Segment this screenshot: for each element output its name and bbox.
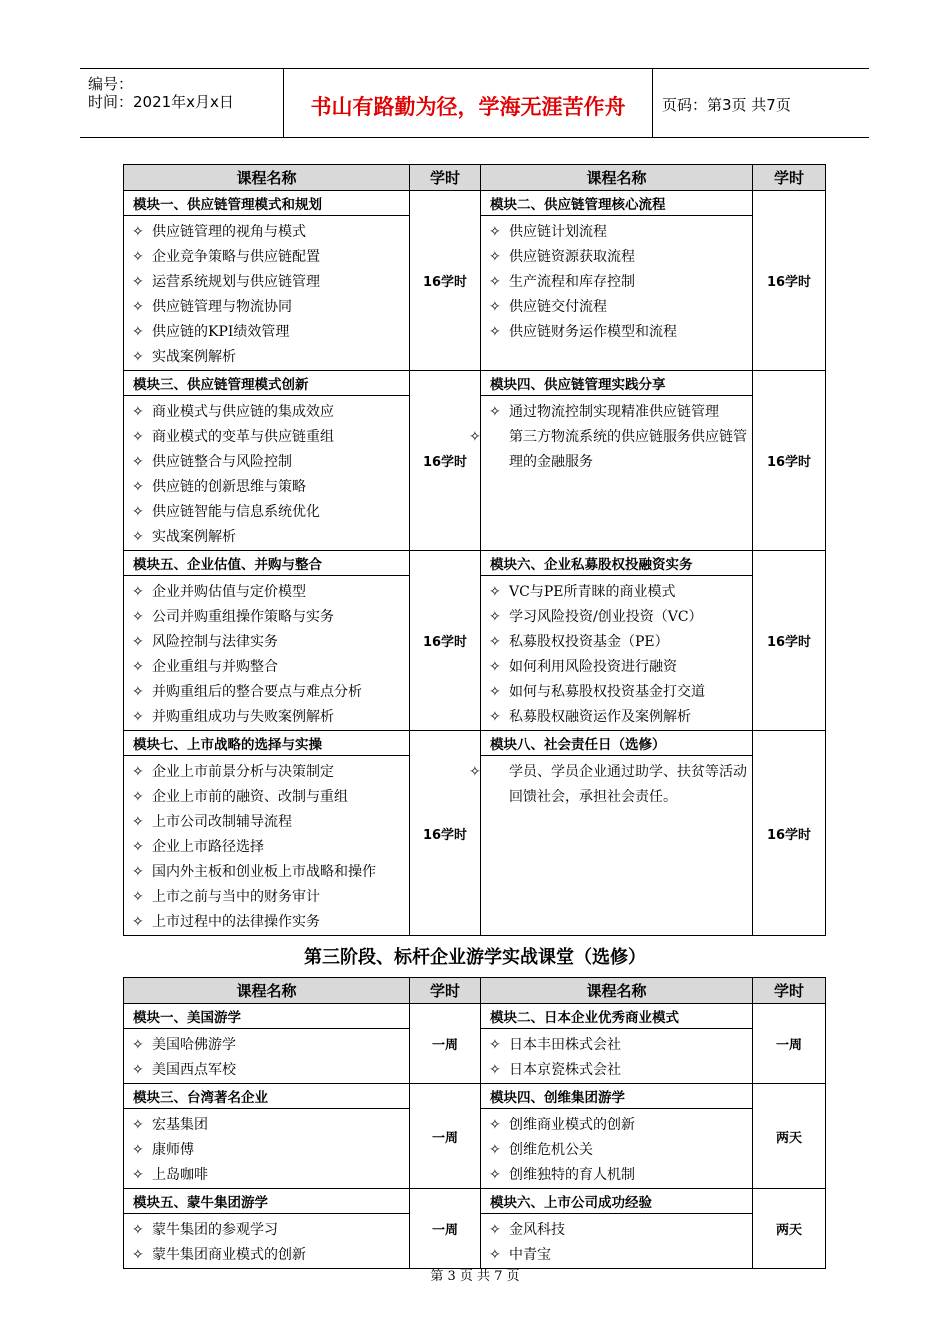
list-item-text: 上岛咖啡: [152, 1167, 208, 1183]
list-item-text: VC与PE所青睐的商业模式: [509, 584, 676, 600]
list-item: [132, 885, 405, 910]
list-item-text: 中青宝: [509, 1247, 551, 1263]
list-item: [132, 1033, 405, 1058]
list-item-text: 商业模式的变革与供应链重组: [152, 429, 334, 445]
diamond-bullet-icon: ✧: [132, 634, 144, 650]
diamond-bullet-icon: ✧: [489, 1222, 501, 1238]
diamond-bullet-icon: ✧: [132, 1037, 144, 1053]
col-hours: 学时: [753, 165, 826, 191]
diamond-bullet-icon: ✧: [132, 224, 144, 240]
diamond-bullet-icon: ✧: [132, 914, 144, 930]
list-item: [132, 400, 405, 425]
list-item: [132, 320, 405, 345]
list-item-text: 蒙牛集团商业模式的创新: [152, 1247, 306, 1263]
header-motto: 书山有路勤为径，学海无涯苦作舟: [284, 69, 653, 137]
list-item-text: 如何与私募股权投资基金打交道: [509, 684, 705, 700]
list-item-text: 生产流程和库存控制: [509, 274, 635, 290]
list-item-text: 上市过程中的法律操作实务: [152, 914, 320, 930]
list-item-text: 风险控制与法律实务: [152, 634, 278, 650]
list-item-text: 供应链的KPI绩效管理: [152, 324, 290, 340]
diamond-bullet-icon: ✧: [132, 1167, 144, 1183]
list-item: [489, 1138, 748, 1163]
list-item-text: 宏基集团: [152, 1117, 208, 1133]
diamond-bullet-icon: ✧: [489, 634, 501, 650]
list-item-text: 国内外主板和创业板上市战略和操作: [152, 864, 376, 880]
module-items: [481, 216, 753, 371]
table-header-row: [124, 978, 826, 1004]
course-table-stage2: [123, 164, 826, 936]
diamond-bullet-icon: ✧: [132, 404, 144, 420]
module-items: [124, 576, 410, 731]
list-item: [132, 860, 405, 885]
list-item: [132, 1218, 405, 1243]
diamond-bullet-icon: ✧: [132, 529, 144, 545]
list-item: [489, 320, 748, 345]
list-item: [132, 245, 405, 270]
diamond-bullet-icon: ✧: [489, 274, 501, 290]
module-hours: 16学时: [753, 731, 826, 936]
module-items: [481, 576, 753, 731]
diamond-bullet-icon: ✧: [132, 659, 144, 675]
module-hours: 16学时: [753, 191, 826, 371]
module-hours: 16学时: [410, 371, 481, 551]
module-title: 模块六、上市公司成功经验: [481, 1189, 753, 1214]
diamond-bullet-icon: ✧: [132, 789, 144, 805]
module-title: 模块四、创维集团游学: [481, 1084, 753, 1109]
diamond-bullet-icon: ✧: [489, 1117, 501, 1133]
module-title: 模块二、日本企业优秀商业模式: [481, 1004, 753, 1029]
list-item-text: 供应链财务运作模型和流程: [509, 324, 677, 340]
module-title: 模块一、美国游学: [124, 1004, 410, 1029]
col-course-name: 课程名称: [481, 165, 753, 191]
diamond-bullet-icon: ✧: [489, 1037, 501, 1053]
module-hours: 16学时: [753, 551, 826, 731]
diamond-bullet-icon: ✧: [132, 1117, 144, 1133]
list-item: [132, 1138, 405, 1163]
list-item: [489, 605, 748, 630]
list-item: [132, 785, 405, 810]
module-title-row: [124, 191, 826, 216]
list-item: [489, 680, 748, 705]
page-header: [80, 68, 869, 138]
list-item: [132, 1058, 405, 1083]
list-item: [489, 245, 748, 270]
list-item: [489, 1113, 748, 1138]
module-title: 模块四、供应链管理实践分享: [481, 371, 753, 396]
list-item-text: 供应链整合与风险控制: [152, 454, 292, 470]
list-item-text: 商业模式与供应链的集成效应: [152, 404, 334, 420]
list-item: [132, 475, 405, 500]
list-item-text: 供应链管理的视角与模式: [152, 224, 306, 240]
module-hours: 16学时: [753, 371, 826, 551]
list-item-text: 创维商业模式的创新: [509, 1117, 635, 1133]
diamond-bullet-icon: ✧: [132, 429, 144, 445]
module-title-row: [124, 551, 826, 576]
section-title: 第三阶段、标杆企业游学实战课堂（选修）: [304, 947, 646, 968]
diamond-bullet-icon: ✧: [489, 1142, 501, 1158]
list-item-text: 实战案例解析: [152, 529, 236, 545]
doc-date-label: 时间：2021年x月x日: [88, 93, 234, 111]
module-title-row: [124, 1189, 826, 1214]
col-hours: 学时: [410, 165, 481, 191]
list-item-text: 上市之前与当中的财务审计: [152, 889, 320, 905]
module-title: 模块五、企业估值、并购与整合: [124, 551, 410, 576]
list-item: [489, 580, 748, 605]
module-title: 模块三、台湾著名企业: [124, 1084, 410, 1109]
list-item: [489, 1058, 748, 1083]
list-item-text: 创维独特的育人机制: [509, 1167, 635, 1183]
diamond-bullet-icon: ✧: [489, 404, 501, 420]
list-item: [132, 630, 405, 655]
module-hours: 两天: [753, 1084, 826, 1189]
module-hours: 16学时: [410, 191, 481, 371]
list-item: [132, 910, 405, 935]
diamond-bullet-icon: ✧: [132, 814, 144, 830]
diamond-bullet-icon: ✧: [132, 274, 144, 290]
table-header-row: [124, 165, 826, 191]
module-items: [481, 1029, 753, 1084]
diamond-bullet-icon: ✧: [489, 659, 501, 675]
diamond-bullet-icon: ✧: [489, 224, 501, 240]
module-title: 模块八、社会责任日（选修）: [481, 731, 753, 756]
list-item: [132, 450, 405, 475]
list-item: [132, 835, 405, 860]
list-item-text: 供应链资源获取流程: [509, 249, 635, 265]
diamond-bullet-icon: ✧: [132, 609, 144, 625]
list-item: [489, 295, 748, 320]
list-item-text: 通过物流控制实现精准供应链管理: [509, 404, 719, 420]
col-hours: 学时: [753, 978, 826, 1004]
list-item-text: 康师傅: [152, 1142, 194, 1158]
diamond-bullet-icon: ✧: [489, 709, 501, 725]
module-hours: 一周: [410, 1004, 481, 1084]
module-hours: 16学时: [410, 731, 481, 936]
diamond-bullet-icon: ✧: [132, 299, 144, 315]
page-footer: 第 3 页 共 7 页: [430, 1269, 520, 1284]
list-item-text: 创维危机公关: [509, 1142, 593, 1158]
module-items: [124, 1109, 410, 1189]
diamond-bullet-icon: ✧: [489, 1062, 501, 1078]
col-course-name: 课程名称: [124, 978, 410, 1004]
diamond-bullet-icon: ✧: [132, 349, 144, 365]
list-item-text: 企业上市路径选择: [152, 839, 264, 855]
list-item-text: 日本丰田株式会社: [509, 1037, 621, 1053]
list-item: [132, 705, 405, 730]
list-item: [132, 580, 405, 605]
course-table-stage3: [123, 977, 826, 1269]
header-meta: [80, 69, 284, 137]
diamond-bullet-icon: ✧: [132, 1222, 144, 1238]
list-item-text: 实战案例解析: [152, 349, 236, 365]
diamond-bullet-icon: ✧: [132, 764, 144, 780]
list-item: [132, 295, 405, 320]
list-item-text: 运营系统规划与供应链管理: [152, 274, 320, 290]
module-items: [469, 396, 753, 551]
col-hours: 学时: [410, 978, 481, 1004]
module-title-row: [124, 1084, 826, 1109]
list-item-text: 供应链交付流程: [509, 299, 607, 315]
list-item-text: 企业竞争策略与供应链配置: [152, 249, 320, 265]
list-item-text: 企业重组与并购整合: [152, 659, 278, 675]
module-hours: 16学时: [410, 551, 481, 731]
list-item-text: 供应链的创新思维与策略: [152, 479, 306, 495]
module-title: 模块七、上市战略的选择与实操: [124, 731, 410, 756]
module-title: 模块六、企业私募股权投融资实务: [481, 551, 753, 576]
module-hours: 两天: [753, 1189, 826, 1269]
list-item-text: 私募股权融资运作及案例解析: [509, 709, 691, 725]
diamond-bullet-icon: ✧: [132, 839, 144, 855]
list-item: [489, 1163, 748, 1188]
list-item-text: 供应链计划流程: [509, 224, 607, 240]
diamond-bullet-icon: ✧: [469, 764, 481, 780]
module-hours: 一周: [753, 1004, 826, 1084]
list-item: [489, 705, 748, 730]
list-item: [132, 345, 405, 370]
list-item: [132, 525, 405, 550]
list-item-text: 企业上市前的融资、改制与重组: [152, 789, 348, 805]
diamond-bullet-icon: ✧: [132, 1247, 144, 1263]
col-course-name: 课程名称: [124, 165, 410, 191]
diamond-bullet-icon: ✧: [132, 324, 144, 340]
module-hours: 一周: [410, 1189, 481, 1269]
list-item: [489, 630, 748, 655]
list-item: [132, 500, 405, 525]
list-item: [132, 655, 405, 680]
list-item-text: 上市公司改制辅导流程: [152, 814, 292, 830]
list-item: [132, 760, 405, 785]
list-item-text: 日本京瓷株式会社: [509, 1062, 621, 1078]
diamond-bullet-icon: ✧: [132, 1062, 144, 1078]
diamond-bullet-icon: ✧: [132, 454, 144, 470]
header-page-number: 页码：第3页 共7页: [662, 95, 791, 114]
list-item: [489, 220, 748, 245]
list-item: [489, 270, 748, 295]
diamond-bullet-icon: ✧: [489, 299, 501, 315]
list-item: [132, 605, 405, 630]
module-items: [481, 1214, 753, 1269]
list-item-text: 如何利用风险投资进行融资: [509, 659, 677, 675]
list-item-text: 美国哈佛游学: [152, 1037, 236, 1053]
list-item: [132, 1113, 405, 1138]
col-course-name: 课程名称: [481, 978, 753, 1004]
list-item: [469, 425, 748, 475]
diamond-bullet-icon: ✧: [132, 479, 144, 495]
list-item-text: 学员、学员企业通过助学、扶贫等活动回馈社会，承担社会责任。: [509, 764, 747, 805]
list-item-text: 学习风险投资/创业投资（VC）: [509, 609, 703, 625]
list-item: [489, 400, 748, 425]
diamond-bullet-icon: ✧: [489, 1167, 501, 1183]
list-item-text: 供应链智能与信息系统优化: [152, 504, 320, 520]
list-item-text: 金风科技: [509, 1222, 565, 1238]
doc-number-label: 编号：: [88, 75, 134, 93]
diamond-bullet-icon: ✧: [489, 249, 501, 265]
diamond-bullet-icon: ✧: [469, 429, 481, 445]
diamond-bullet-icon: ✧: [489, 324, 501, 340]
list-item-text: 企业并购估值与定价模型: [152, 584, 306, 600]
module-title: 模块三、供应链管理模式创新: [124, 371, 410, 396]
diamond-bullet-icon: ✧: [132, 864, 144, 880]
list-item: [489, 1218, 748, 1243]
module-items: [124, 756, 410, 936]
diamond-bullet-icon: ✧: [132, 584, 144, 600]
list-item: [132, 425, 405, 450]
list-item-text: 美国西点军校: [152, 1062, 236, 1078]
module-items: [124, 1029, 410, 1084]
list-item-text: 蒙牛集团的参观学习: [152, 1222, 278, 1238]
list-item: [132, 810, 405, 835]
module-items: [481, 1109, 753, 1189]
module-title-row: [124, 371, 826, 396]
list-item: [132, 220, 405, 245]
list-item-text: 并购重组后的整合要点与难点分析: [152, 684, 362, 700]
list-item: [132, 270, 405, 295]
diamond-bullet-icon: ✧: [132, 1142, 144, 1158]
module-items: [124, 1214, 410, 1269]
list-item-text: 并购重组成功与失败案例解析: [152, 709, 334, 725]
list-item-text: 企业上市前景分析与决策制定: [152, 764, 334, 780]
list-item-text: 公司并购重组操作策略与实务: [152, 609, 334, 625]
diamond-bullet-icon: ✧: [132, 684, 144, 700]
list-item: [489, 1033, 748, 1058]
module-title: 模块五、蒙牛集团游学: [124, 1189, 410, 1214]
diamond-bullet-icon: ✧: [489, 684, 501, 700]
module-items: [124, 216, 410, 371]
module-items: [469, 756, 753, 936]
diamond-bullet-icon: ✧: [489, 584, 501, 600]
list-item-text: 供应链管理与物流协同: [152, 299, 292, 315]
diamond-bullet-icon: ✧: [489, 1247, 501, 1263]
list-item-text: 私募股权投资基金（PE）: [509, 634, 669, 650]
module-title: 模块二、供应链管理核心流程: [481, 191, 753, 216]
module-title-row: [124, 731, 826, 756]
diamond-bullet-icon: ✧: [132, 889, 144, 905]
list-item: [132, 680, 405, 705]
list-item: [469, 760, 748, 810]
list-item: [132, 1163, 405, 1188]
list-item: [489, 655, 748, 680]
module-title: 模块一、供应链管理模式和规划: [124, 191, 410, 216]
diamond-bullet-icon: ✧: [132, 709, 144, 725]
diamond-bullet-icon: ✧: [132, 249, 144, 265]
module-title-row: [124, 1004, 826, 1029]
list-item-text: 第三方物流系统的供应链服务供应链管理的金融服务: [509, 429, 747, 470]
module-items: [124, 396, 410, 551]
diamond-bullet-icon: ✧: [132, 504, 144, 520]
diamond-bullet-icon: ✧: [489, 609, 501, 625]
module-hours: 一周: [410, 1084, 481, 1189]
